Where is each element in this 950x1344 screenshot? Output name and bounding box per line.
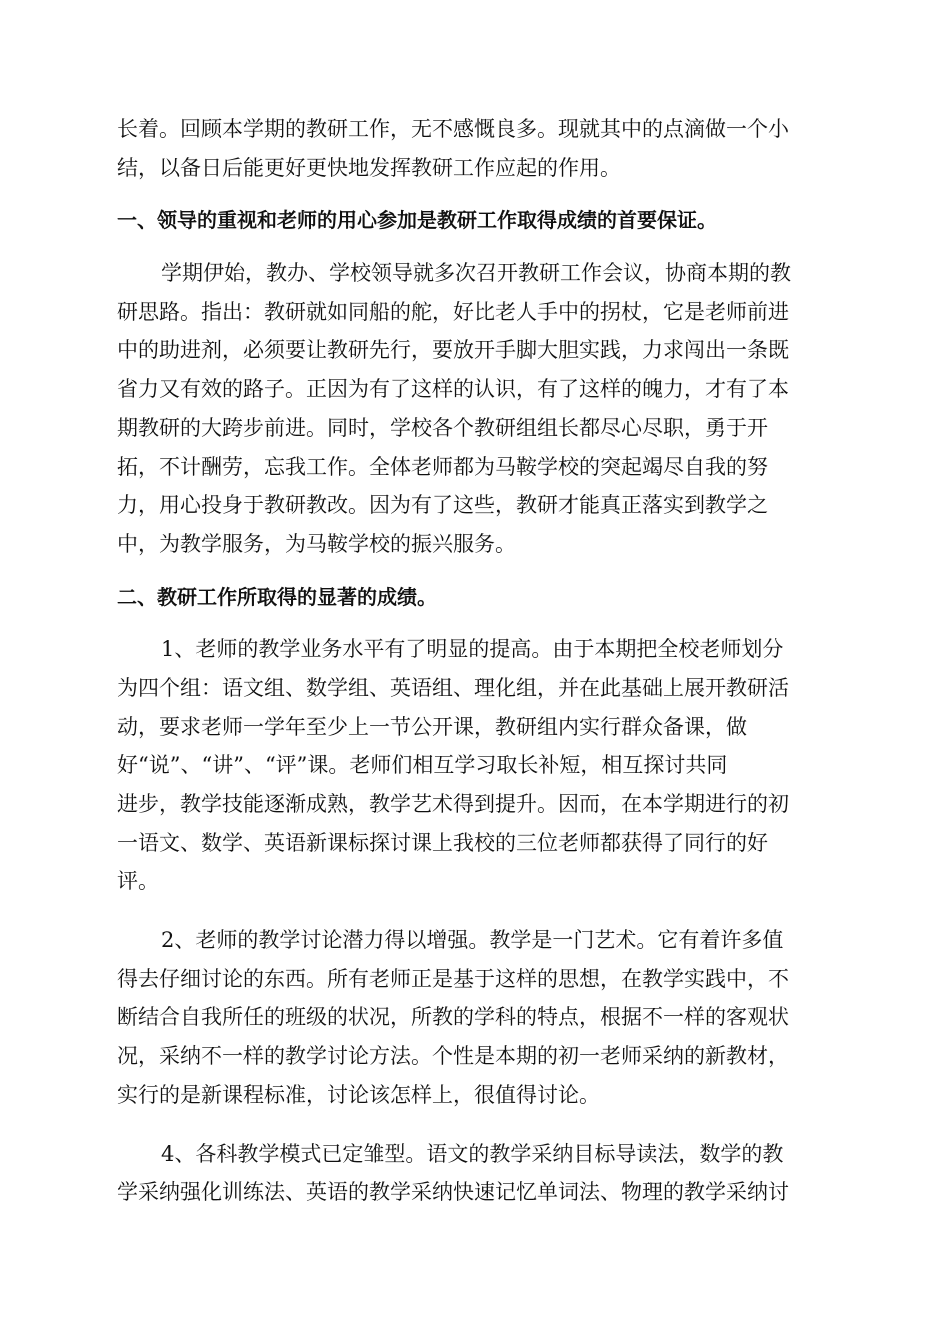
text-line: 结，以备日后能更好更快地发挥教研工作应起的作用。	[117, 155, 621, 180]
paragraph-leadership	[117, 254, 833, 564]
intro-paragraph	[117, 110, 833, 187]
text-line: 断结合自我所任的班级的状况，所教的学科的特点，根据不一样的客观状	[117, 1005, 789, 1030]
text-line: 中，为教学服务，为马鞍学校的振兴服务。	[117, 531, 516, 556]
text-line: 研思路。指出：教研就如同船的舵，好比老人手中的拐杖，它是老师前进	[117, 299, 789, 324]
text-line: 拓，不计酬劳，忘我工作。全体老师都为马鞍学校的突起竭尽自我的努	[117, 454, 768, 479]
text-line: 4、各科教学模式已定雏型。语文的教学采纳目标导读法，数学的教	[161, 1141, 784, 1166]
section-heading-1: 一、领导的重视和老师的用心参加是教研工作取得成绩的首要保证。	[117, 208, 717, 233]
text-line: 况，采纳不一样的教学讨论方法。个性是本期的初一老师采纳的新教材，	[117, 1044, 789, 1069]
text-line: 中的助进剂，必须要让教研先行，要放开手脚大胆实践，力求闯出一条既	[117, 338, 789, 363]
text-line: 力，用心投身于教研教改。因为有了这些，教研才能真正落实到教学之	[117, 493, 768, 518]
text-line: 学采纳强化训练法、英语的教学采纳快速记忆单词法、物理的教学采纳讨	[117, 1180, 789, 1205]
text-line: 期教研的大跨步前进。同时，学校各个教研组组长都尽心尽职，勇于开	[117, 415, 768, 440]
text-line: 2、老师的教学讨论潜力得以增强。教学是一门艺术。它有着许多值	[161, 928, 784, 953]
text-line: 一语文、数学、英语新课标探讨课上我校的三位老师都获得了同行的好	[117, 830, 768, 855]
document-page	[117, 110, 833, 1212]
text-line: 进步，教学技能逐渐成熟，教学艺术得到提升。因而，在本学期进行的初	[117, 792, 789, 816]
paragraph-item-2	[117, 921, 833, 1114]
text-line: 长着。回顾本学期的教研工作，无不感慨良多。现就其中的点滴做一个小	[117, 117, 789, 141]
text-line: 省力又有效的路子。正因为有了这样的认识，有了这样的魄力，才有了本	[117, 377, 789, 402]
text-line: 动，要求老师一学年至少上一节公开课，教研组内实行群众备课，做	[117, 714, 747, 739]
section-heading-2: 二、教研工作所取得的显著的成绩。	[117, 584, 437, 609]
text-line: 好“说”、“讲”、“评”课。老师们相互学习取长补短，相互探讨共同	[117, 753, 728, 778]
paragraph-item-4	[117, 1135, 833, 1212]
text-line: 学期伊始，教办、学校领导就多次召开教研工作会议，协商本期的教	[161, 261, 791, 286]
text-line: 实行的是新课程标准，讨论该怎样上，很值得讨论。	[117, 1082, 600, 1107]
text-line: 1、老师的教学业务水平有了明显的提高。由于本期把全校老师划分	[161, 637, 784, 662]
text-line: 得去仔细讨论的东西。所有老师正是基于这样的思想，在教学实践中，不	[117, 966, 789, 991]
text-line: 评。	[117, 869, 159, 894]
text-line: 为四个组：语文组、数学组、英语组、理化组，并在此基础上展开教研活	[117, 675, 789, 700]
paragraph-item-1	[117, 630, 833, 901]
